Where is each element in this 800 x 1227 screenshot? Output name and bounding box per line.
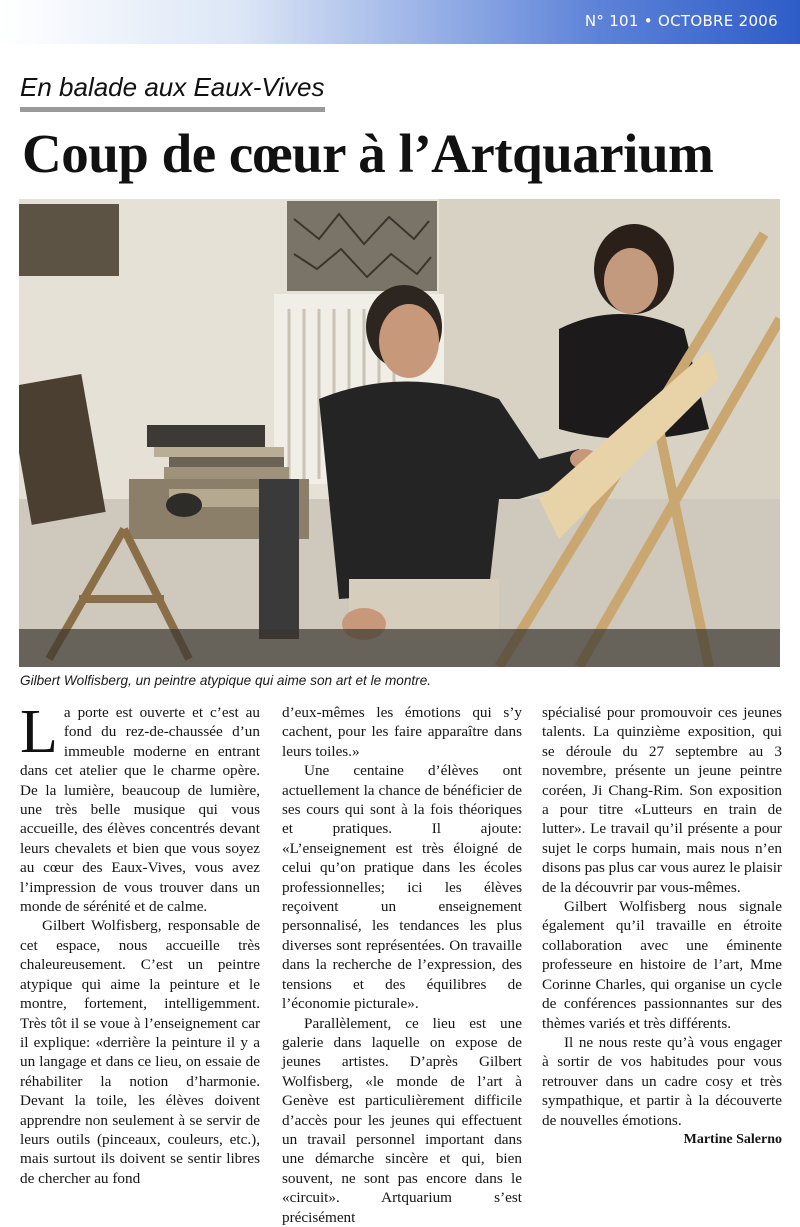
article-column-2 (282, 703, 522, 1227)
paragraph-3: Une centaine d’élèves ont actuellement la chance de bénéficier de ses cours qui sont à la fois théoriques et pratiques. Il ajoute: «L’enseignement est très éloigné de celui qu’on pratique dans les écoles professionnelles; ici les élèves reçoivent un enseignement personnalisé, les tendances les plus diverses sont représentées. On travaille dans la recherche de l’expression, des tensions et des équilibres de l’économie picturale». (282, 762, 522, 1013)
paragraph-4: Parallèlement, ce lieu est une galerie dans laquelle on expose de jeunes artistes. D’après Gilbert Wolfisberg, «le monde de l’art à Genève est particulièrement difficile d’accès pour les jeunes qui effectuent un travail personnel important dans une démarche sincère et qui, bien souvent, ne sont pas encore dans le «circuit». Artquarium s’est précisément (282, 1014, 522, 1226)
drop-cap: L (20, 698, 58, 766)
paragraph-4-continued: spécialisé pour promouvoir ces jeunes talents. La quinzième exposition, qui se déroule du 27 septembre au 3 novembre, présente un jeune peintre coréen, Ji Chang-Rim. Son exposition a pour titre «Lutteurs en train de lutter». Le travail qu’il présente a pour sujet le corps humain, mais nous n’en disons pas plus car vous aurez le plaisir de la découvrir par vous-mêmes. (542, 704, 782, 896)
issue-banner (0, 0, 800, 44)
article-photo (19, 199, 780, 667)
section-rubric: En balade aux Eaux-Vives (20, 72, 325, 112)
author-signature: Martine Salerno (683, 1131, 782, 1147)
issue-number: N° 101 • OCTOBRE 2006 (584, 12, 778, 30)
article-column-1 (20, 698, 260, 1188)
photo-caption: Gilbert Wolfisberg, un peintre atypique qui aime son art et le montre. (20, 673, 432, 688)
paragraph-2-continued: d’eux-mêmes les émotions qui s’y cachent, pour les faire apparaître dans leurs toiles.» (282, 704, 522, 760)
paragraph-6: Il ne nous reste qu’à vous engager à sortir de vos habitudes pour vous retrouver dans un cadre cosy et très sympathique, et partir à la découverte de nouvelles émotions. (542, 1033, 782, 1129)
paragraph-2: Gilbert Wolfisberg, responsable de cet espace, nous accueille très chaleureusement. C’est un peintre atypique qui aime la peinture et le montre, fortement, intelligemment. Très tôt il se voue à l’enseignement car il explique: «derrière la peinture il y a un langage et dans ce lieu, on essaie de réhabiliter la notion d’harmonie. Devant la toile, les élèves doivent apprendre non seulement à se servir de leurs outils (pinceaux, couleurs, etc.), mais surtout ils doivent se sentir libres de chercher au fond (20, 917, 260, 1187)
paragraph-5: Gilbert Wolfisberg nous signale également qu’il travaille en étroite collaboration avec une éminente professeure en histoire de l’art, Mme Corinne Charles, qui organise un cycle de conférences passionnantes sur des thèmes variés et très différents. (542, 898, 782, 1032)
article-headline: Coup de cœur à l’Artquarium (22, 123, 714, 184)
article-column-3 (542, 703, 782, 1149)
paragraph-1: La porte est ouverte et c’est au fond du rez-de-chaussée d’un immeuble moderne en entrant dans cet atelier que le charme opère. De la lumière, beaucoup de lumière, une très belle musique qui vous accueille, des élèves concentrés devant leurs chevalets et bien que vous soyez au cœur des Eaux-Vives, vous avez l’impression de vous trouver dans un monde de sérénité et de calme. (20, 698, 260, 916)
